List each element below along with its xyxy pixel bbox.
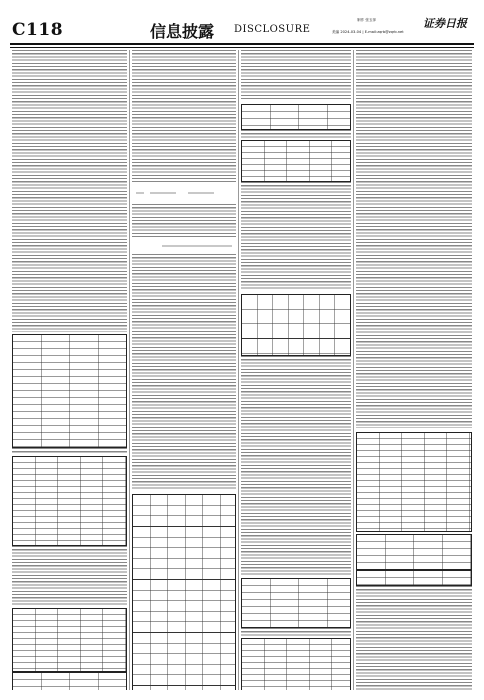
body-text [132,254,236,490]
data-table [241,578,351,628]
newspaper-logo: 证券日报 [423,17,467,30]
body-text [12,546,127,606]
body-text [132,204,236,238]
data-table [12,608,127,672]
editor-line: 制作 张玉萍 [357,18,377,22]
body-text [132,50,236,182]
body-text [241,182,351,290]
column-3 [241,50,351,690]
data-table [12,672,127,690]
page-number: C118 [12,20,64,40]
table-note [241,130,351,138]
data-table [356,534,472,570]
table-note [12,448,127,454]
column-4 [356,50,472,690]
masthead [0,0,484,46]
data-table [241,294,351,356]
data-table [132,494,236,690]
header-rule [10,43,474,45]
data-table [356,432,472,532]
column-divider [353,50,354,690]
data-table [241,104,351,130]
body-text [356,586,472,690]
data-table [12,456,127,546]
data-table [241,140,351,182]
column-2 [132,50,236,690]
data-table [12,334,127,448]
section-title: 信息披露 [150,22,215,41]
section-title-en: DISCLOSURE [234,24,311,35]
header-rule-thin [10,47,474,48]
contact-line: 美编 2024-03-04 | E-mail:zqrb@zqrb.net [332,30,404,34]
body-text [241,356,351,576]
column-divider [238,50,239,690]
table-note [241,628,351,636]
formula-graphic [132,240,236,252]
data-table [241,638,351,690]
column-1 [12,50,127,690]
formula-graphic [132,184,236,202]
data-table [356,570,472,586]
body-text [12,50,127,332]
body-text [241,50,351,100]
body-text [356,50,472,428]
column-divider [129,50,130,690]
